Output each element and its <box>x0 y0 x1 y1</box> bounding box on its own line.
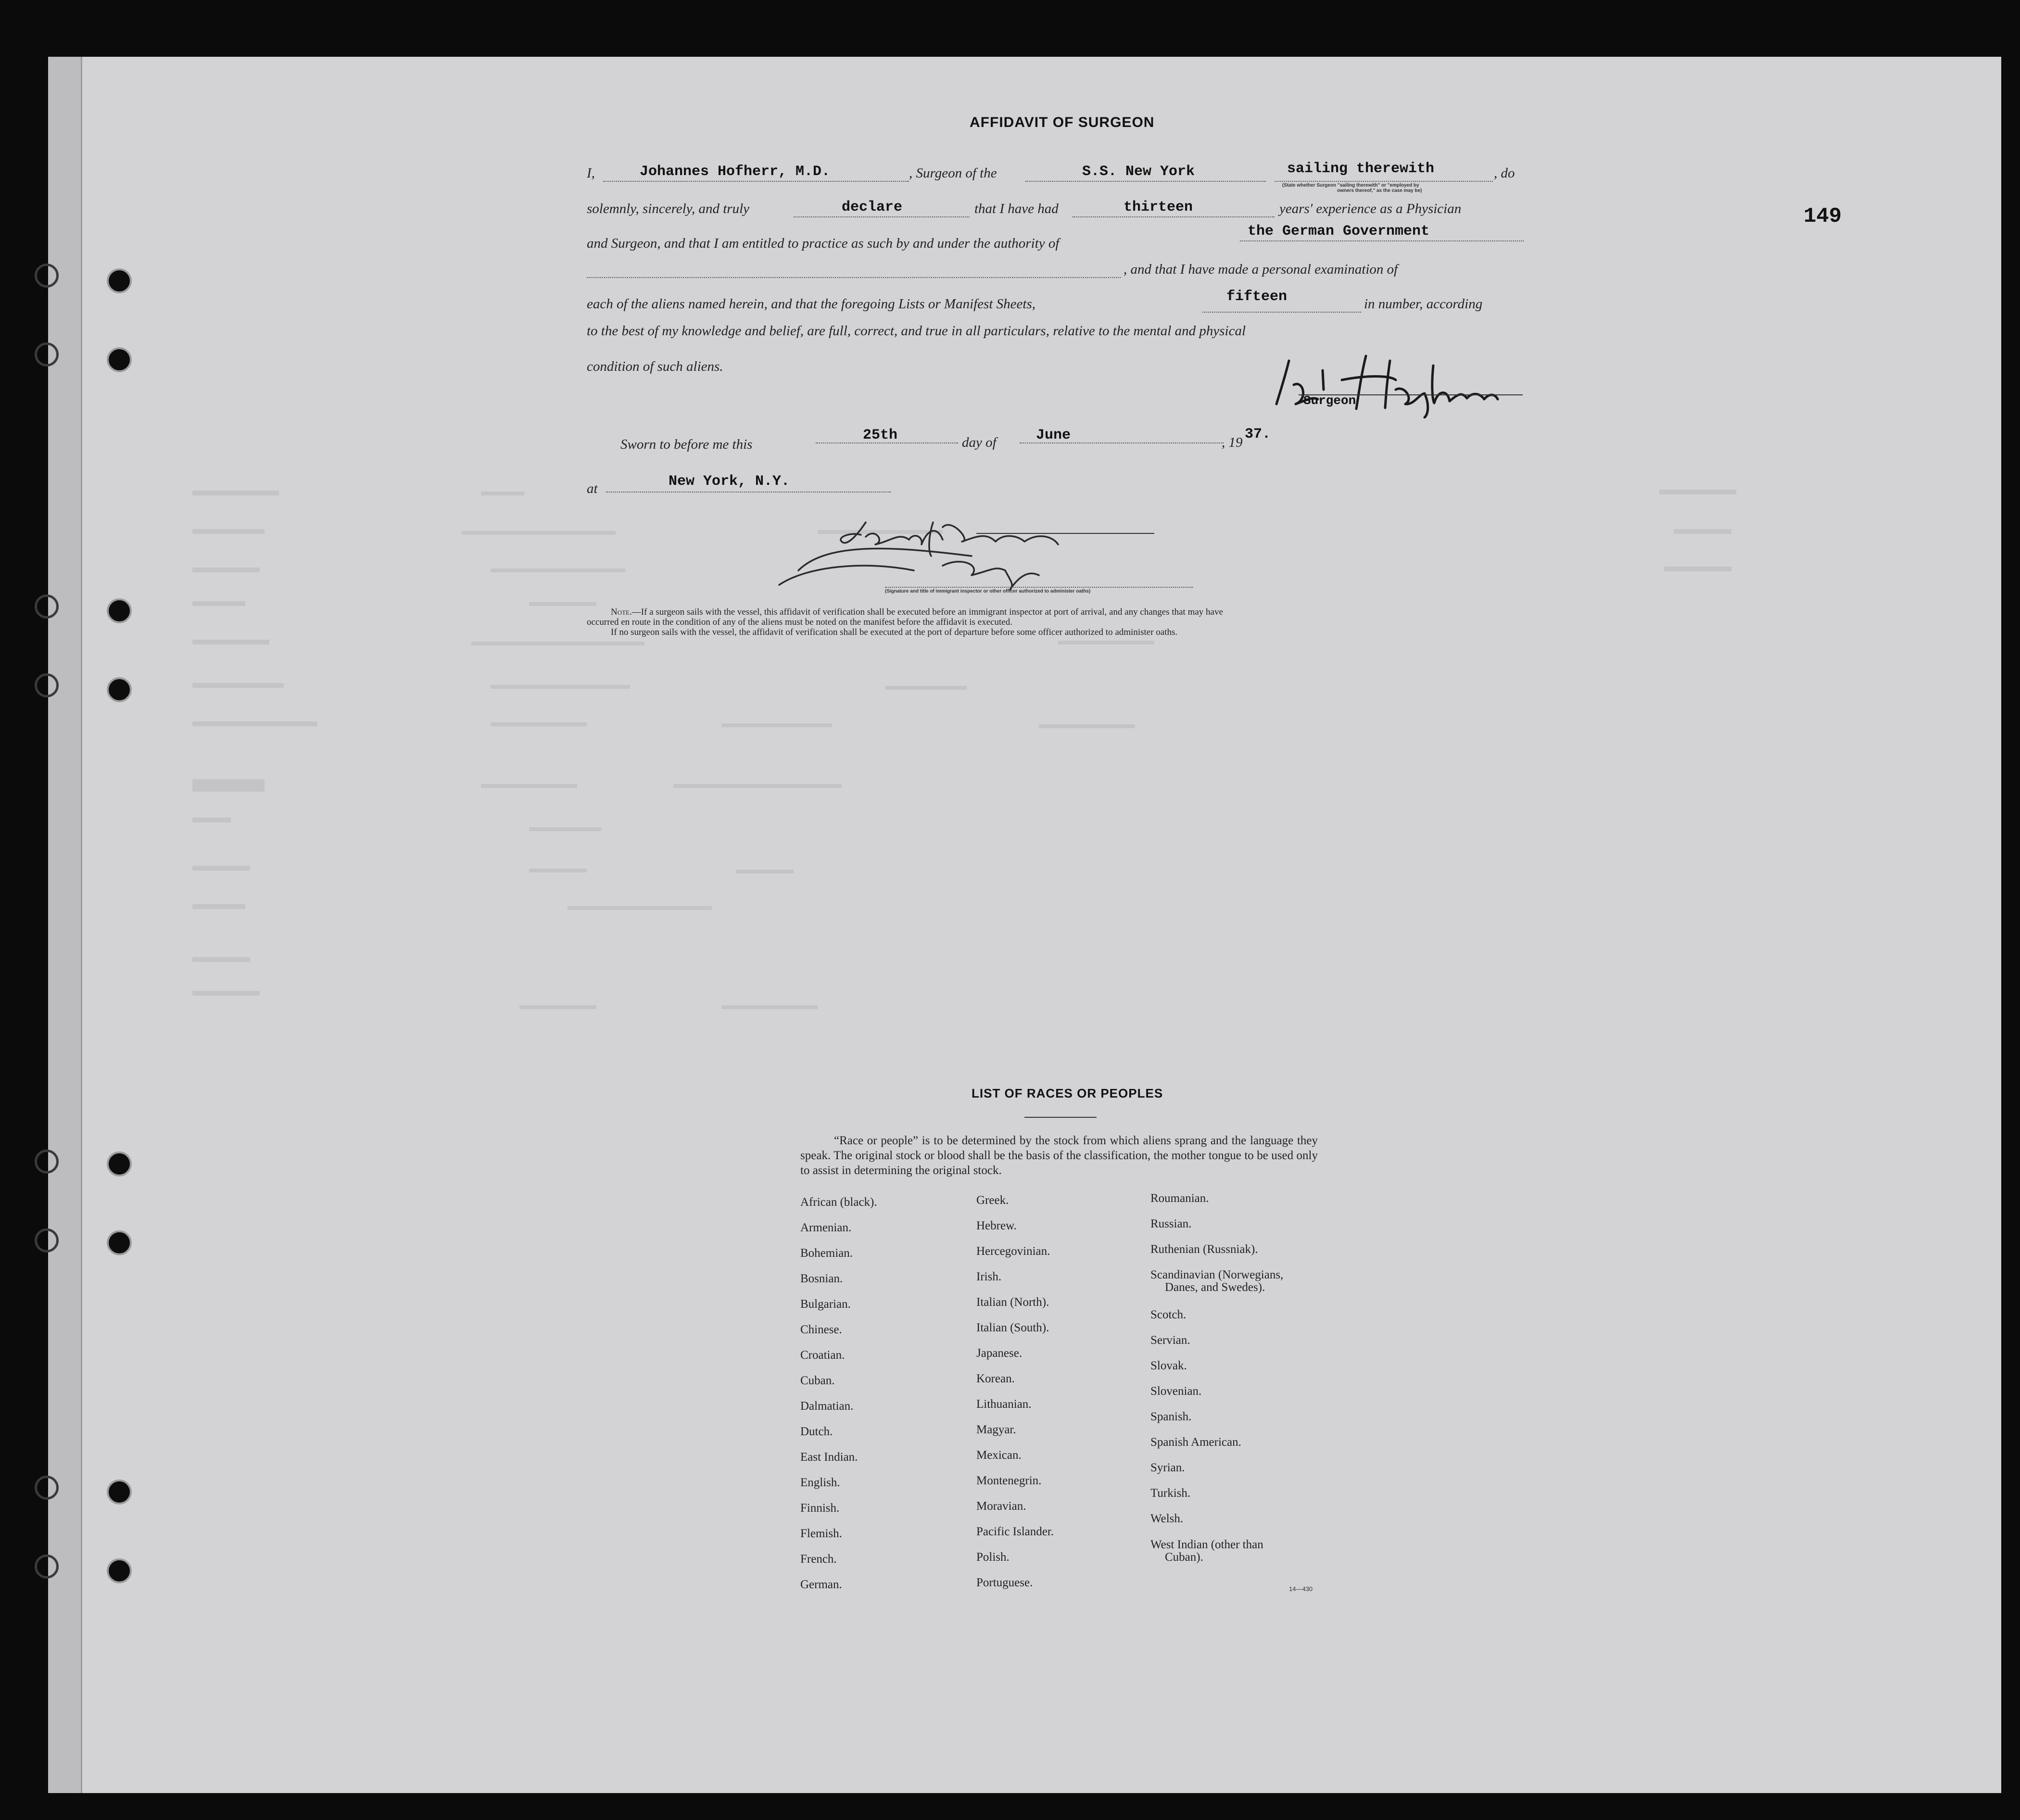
race-item: Irish. <box>976 1270 1002 1283</box>
punch-hole <box>107 1558 132 1583</box>
binder-ring <box>35 1476 59 1500</box>
race-item: Cuban. <box>800 1374 835 1387</box>
race-item: Korean. <box>976 1372 1015 1385</box>
affidavit-text: solemnly, sincerely, and truly <box>587 201 750 216</box>
fill-line <box>794 216 970 217</box>
race-item: Ruthenian (Russniak). <box>1150 1243 1258 1256</box>
sworn-day-field: 25th <box>863 427 898 443</box>
race-item: Hebrew. <box>976 1219 1017 1232</box>
punch-hole <box>107 677 132 702</box>
race-item: Danes, and Swedes). <box>1165 1281 1265 1294</box>
punch-hole <box>107 1151 132 1176</box>
race-item: Spanish American. <box>1150 1436 1241 1449</box>
race-item: Servian. <box>1150 1334 1190 1347</box>
declaration-field: declare <box>842 199 903 215</box>
race-item: Hercegovinian. <box>976 1245 1050 1258</box>
fill-line <box>1073 216 1275 217</box>
affidavit-text: , Surgeon of the <box>909 165 997 181</box>
race-item: Roumanian. <box>1150 1192 1209 1205</box>
race-item: Flemish. <box>800 1527 842 1540</box>
race-item: Russian. <box>1150 1217 1192 1230</box>
affidavit-text: Sworn to before me this <box>620 437 753 452</box>
fill-line <box>885 587 1193 588</box>
punch-hole <box>107 1479 132 1504</box>
race-item: Polish. <box>976 1551 1010 1564</box>
race-item: Magyar. <box>976 1423 1016 1436</box>
race-item: Bulgarian. <box>800 1298 851 1311</box>
races-title-rule <box>1024 1117 1097 1118</box>
race-item: German. <box>800 1578 842 1591</box>
inspector-signature <box>770 513 1097 599</box>
race-item: Japanese. <box>976 1347 1023 1360</box>
affidavit-text: in number, according <box>1364 296 1483 312</box>
binder-ring <box>35 342 59 367</box>
race-item: Dutch. <box>800 1425 833 1438</box>
punch-hole <box>107 268 132 293</box>
affidavit-title: AFFIDAVIT OF SURGEON <box>970 114 1155 130</box>
surgeon-name-field: Johannes Hofherr, M.D. <box>640 164 831 180</box>
race-item: Syrian. <box>1150 1461 1185 1474</box>
affidavit-text: , and that I have made a personal examination of <box>1124 262 1398 277</box>
affidavit-text: that I have had <box>974 201 1059 216</box>
binder-ring <box>35 264 59 288</box>
race-item: Mexican. <box>976 1449 1022 1462</box>
fill-line <box>1202 312 1361 313</box>
status-note <box>1279 183 1422 193</box>
binder-ring <box>35 1555 59 1579</box>
affidavit-text: , do <box>1494 165 1515 181</box>
race-item: Moravian. <box>976 1500 1026 1513</box>
race-item: Greek. <box>976 1194 1009 1207</box>
race-item: Lithuanian. <box>976 1398 1032 1411</box>
affidavit-text: each of the aliens named herein, and that the foregoing Lists or Manifest Sheets, <box>587 296 1035 312</box>
race-item: Spanish. <box>1150 1410 1192 1423</box>
race-item: Cuban). <box>1165 1551 1203 1564</box>
binder-ring <box>35 1150 59 1174</box>
surgeon-status-field: sailing therewith <box>1287 161 1435 177</box>
affidavit-text: at <box>587 481 598 496</box>
inspector-signature-line <box>976 533 1154 534</box>
race-item: Turkish. <box>1150 1487 1191 1500</box>
race-item: Bohemian. <box>800 1247 853 1260</box>
race-item: Italian (South). <box>976 1321 1049 1334</box>
binding-spine <box>48 57 82 1793</box>
note-label: Note. <box>611 607 632 617</box>
manifest-sheets-field: fifteen <box>1226 289 1288 305</box>
page-number: 149 <box>1804 204 1842 228</box>
surgeon-signature <box>1270 351 1501 418</box>
race-item: English. <box>800 1476 840 1489</box>
punch-hole <box>107 598 132 623</box>
race-item: West Indian (other than <box>1150 1538 1263 1551</box>
sworn-month-field: June <box>1036 427 1071 443</box>
punch-hole <box>107 347 132 372</box>
race-item: Chinese. <box>800 1323 842 1336</box>
race-item: Bosnian. <box>800 1272 843 1285</box>
surgeon-label: Surgeon <box>1303 393 1356 408</box>
race-item: Scotch. <box>1150 1308 1187 1321</box>
race-item: Slovak. <box>1150 1359 1187 1372</box>
affidavit-text: I, <box>587 165 595 181</box>
race-item: East Indian. <box>800 1451 858 1464</box>
fill-line <box>1275 181 1493 182</box>
binder-ring <box>35 1228 59 1252</box>
race-item: Slovenian. <box>1150 1385 1202 1398</box>
punch-hole <box>107 1230 132 1255</box>
race-item: Welsh. <box>1150 1512 1184 1525</box>
authority-field: the German Government <box>1248 223 1430 240</box>
fill-line <box>606 492 891 493</box>
place-field: New York, N.Y. <box>669 473 790 490</box>
note-text: —If a surgeon sails with the vessel, this affidavit of verification shall be executed before an immigrant inspector at port of arrival, and any changes that may have <box>631 607 1223 617</box>
years-experience-field: thirteen <box>1124 199 1193 215</box>
races-intro: “Race or people” is to be determined by the stock from which aliens sprang and the language they speak. The original stock or blood shall be the basis of the classification, the mother tongue to be used only to assist in determining the original stock. <box>800 1134 1318 1177</box>
affidavit-note <box>587 607 1223 637</box>
race-item: Scandinavian (Norwegians, <box>1150 1268 1284 1281</box>
sworn-year-field: 37. <box>1245 426 1271 442</box>
race-item: Italian (North). <box>976 1296 1049 1309</box>
fill-line <box>1240 240 1524 241</box>
race-item: African (black). <box>800 1196 877 1209</box>
affidavit-text: day of <box>962 435 997 450</box>
races-title: LIST OF RACES OR PEOPLES <box>972 1086 1163 1100</box>
note-line: occurred en route in the condition of any of the aliens must be noted on the manifest before the affidavit is executed. <box>587 617 1012 627</box>
race-item: Finnish. <box>800 1502 840 1515</box>
status-note-line: owners thereof," as the case may be) <box>1337 188 1422 193</box>
vessel-field: S.S. New York <box>1082 164 1195 180</box>
race-item: Croatian. <box>800 1349 845 1362</box>
race-item: Pacific Islander. <box>976 1525 1054 1538</box>
status-note-line: (State whether Surgeon "sailing therewith" or "employed by <box>1282 183 1419 188</box>
note-line <box>587 607 1223 617</box>
fill-line <box>587 277 1121 278</box>
form-code: 14—430 <box>1289 1585 1313 1592</box>
binder-ring <box>35 594 59 619</box>
affidavit-text: and Surgeon, and that I am entitled to practice as such by and under the authority of <box>587 236 1060 251</box>
affidavit-text: years' experience as a Physician <box>1279 201 1462 216</box>
binder-ring <box>35 673 59 697</box>
note-line: If no surgeon sails with the vessel, the affidavit of verification shall be executed at the port of departure before some officer authorized to administer oaths. <box>611 627 1178 637</box>
affidavit-text: to the best of my knowledge and belief, are full, correct, and true in all particulars, relative to the mental and physical <box>587 323 1246 339</box>
race-item: Montenegrin. <box>976 1474 1042 1487</box>
sworn-year-prefix: , 19 <box>1222 435 1243 450</box>
fill-line <box>603 181 909 182</box>
race-item: Armenian. <box>800 1221 852 1234</box>
race-item: Portuguese. <box>976 1576 1033 1589</box>
race-item: Dalmatian. <box>800 1400 854 1413</box>
fill-line <box>1025 181 1266 182</box>
signature-caption: (Signature and title of immigrant inspector or other officer authorized to administer oaths) <box>885 589 1091 594</box>
affidavit-text: condition of such aliens. <box>587 359 723 374</box>
race-item: French. <box>800 1553 837 1566</box>
